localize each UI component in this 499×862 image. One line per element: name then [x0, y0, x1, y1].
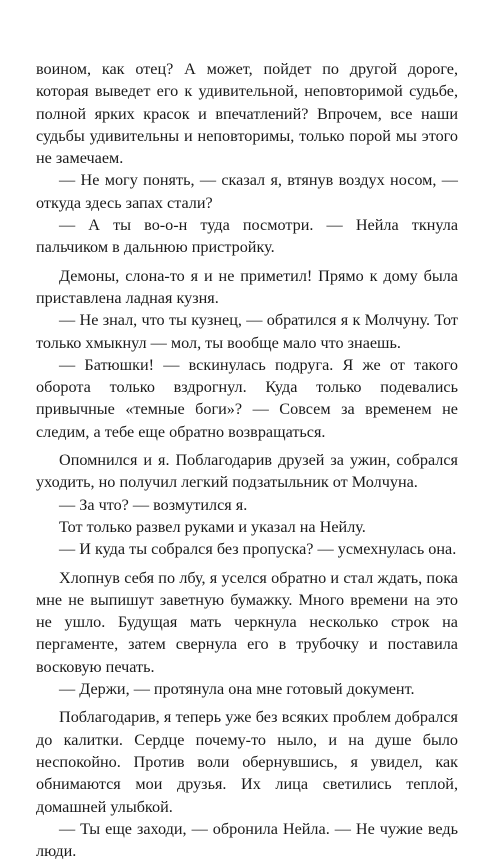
paragraph: — Не знал, что ты кузнец, — обратился я к Молчуну. Тот только хмыкнул — мол, ты вообще мало что знаешь.	[36, 311, 458, 352]
paragraph: — И куда ты собрался без пропуска? — усмехнулась она.	[59, 540, 457, 559]
paragraph: — Не могу понять, — сказал я, втянув воздух носом, — откуда здесь запах стали?	[36, 171, 458, 212]
paragraph: — А ты во-о-н туда посмотри. — Нейла ткнула пальчиком в дальнюю пристройку.	[36, 216, 458, 257]
paragraph: воином, как отец? А может, пойдет по другой дороге, которая выведет его к удивительной, неповторимой судьбе, полной ярких красок и впечатлений? Впрочем, все наши судьбы удивительны и неповторимы, только порой мы этого не замечаем.	[36, 60, 458, 168]
paragraph: Хлопнув себя по лбу, я уселся обратно и стал ждать, пока мне не выпишут заветную бумажку. Много времени на это не ушло. Будущая мать черкнула несколько строк на пергаменте, затем свернула его в трубочку и поставила восковую печать.	[36, 568, 458, 676]
paragraph: Опомнился и я. Поблагодарив друзей за ужин, собрался уходить, но получил легкий подзатыльник от Молчуна.	[36, 451, 458, 492]
paragraph: Демоны, слона-то я и не приметил! Прямо к дому была приставлена ладная кузня.	[36, 266, 458, 307]
paragraph: Поблагодарив, я теперь уже без всяких проблем добрался до калитки. Сердце почему-то ныло, и на душе было неспокойно. Против воли обернувшись, я увидел, как обнимаются мои друзья. Их лица светились теплой, домашней улыбкой.	[36, 708, 458, 816]
page-text	[36, 58, 458, 862]
paragraph: — Держи, — протянула она мне готовый документ.	[59, 680, 415, 699]
paragraph: Тот только развел руками и указал на Нейлу.	[59, 517, 366, 536]
paragraph: — Ты еще заходи, — обронила Нейла. — Не чужие ведь люди.	[36, 819, 458, 861]
paragraph: — За что? — возмутился я.	[59, 495, 248, 514]
paragraph: — Батюшки! — вскинулась подруга. Я же от такого оборота только вздрогнул. Куда только подевались привычные «темные боги»? — Совсем за временем не следим, а тебе еще обратно возвращаться.	[36, 355, 458, 441]
